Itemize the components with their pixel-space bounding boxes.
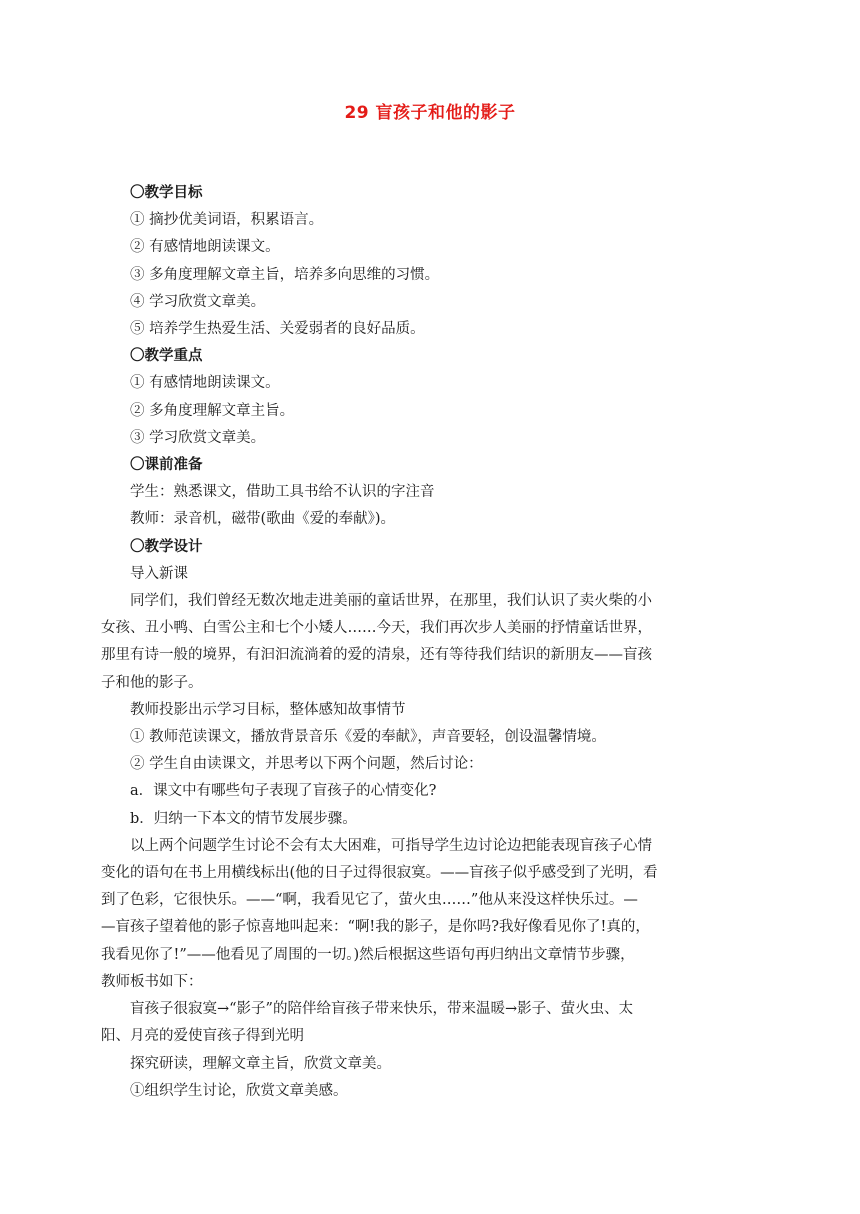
paragraph-line: 以上两个问题学生讨论不会有太大困难，可指导学生边讨论边把能表现盲孩子心情 xyxy=(130,837,652,854)
paragraph-line: 变化的语句在书上用横线标出(他的日子过得很寂寞。——盲孩子似乎感受到了光明，看 xyxy=(101,865,658,882)
goal-item: ⑤ 培养学生热爱生活、关爱弱者的良好品质。 xyxy=(130,321,425,338)
paragraph-line: 子和他的影子。 xyxy=(101,674,203,691)
step-label: 教师投影出示学习目标，整体感知故事情节 xyxy=(130,701,406,718)
explore-step: ①组织学生讨论，欣赏文章美感。 xyxy=(130,1082,348,1099)
paragraph-line: 盲孩子很寂寞→“影子”的陪伴给盲孩子带来快乐，带来温暖→影子、萤火虫、太 xyxy=(130,1001,634,1018)
focus-item: ① 有感情地朗读课文。 xyxy=(130,375,280,392)
goal-item: ④ 学习欣赏文章美。 xyxy=(130,293,266,310)
discussion-paragraph xyxy=(101,833,770,996)
focus-item: ③ 学习欣赏文章美。 xyxy=(130,429,266,446)
page-title: 29 盲孩子和他的影子 xyxy=(344,103,516,123)
focus-item: ② 多角度理解文章主旨。 xyxy=(130,402,295,419)
prep-item: 教师：录音机，磁带(歌曲《爱的奉献》)。 xyxy=(130,511,396,528)
step-item: b．归纳一下本文的情节发展步骤。 xyxy=(130,810,357,827)
paragraph-line: 那里有诗一般的境界，有汩汩流淌着的爱的清泉，还有等待我们结识的新朋友——盲孩 xyxy=(101,647,652,664)
paragraph-line: 同学们，我们曾经无数次地走进美丽的童话世界，在那里，我们认识了卖火柴的小 xyxy=(130,593,652,610)
intro-paragraph xyxy=(101,588,770,697)
step-item: ① 教师范读课文，播放背景音乐《爱的奉献》，声音要轻，创设温馨情境。 xyxy=(130,729,606,746)
paragraph-line: —盲孩子望着他的影子惊喜地叫起来：“啊!我的影子，是你吗?我好像看见你了!真的， xyxy=(101,919,650,936)
step-item: a．课文中有哪些句子表现了盲孩子的心情变化? xyxy=(130,783,437,800)
explore-label: 探究研读，理解文章主旨，欣赏文章美。 xyxy=(130,1055,391,1072)
section-heading-goals: 〇教学目标 xyxy=(130,185,203,201)
paragraph-line: 教师板书如下： xyxy=(101,973,203,990)
step-item: ② 学生自由读课文，并思考以下两个问题，然后讨论： xyxy=(130,756,483,773)
goal-item: ① 摘抄优美词语，积累语言。 xyxy=(130,212,324,229)
goal-item: ② 有感情地朗读课文。 xyxy=(130,239,280,256)
paragraph-line: 阳、月亮的爱使盲孩子得到光明 xyxy=(101,1028,304,1045)
paragraph-line: 到了色彩，它很快乐。——“啊，我看见它了，萤火虫……”他从来没这样快乐过。— xyxy=(101,892,638,909)
document-body xyxy=(101,180,770,1105)
goal-item: ③ 多角度理解文章主旨，培养多向思维的习惯。 xyxy=(130,266,440,283)
paragraph-line: 女孩、丑小鸭、白雪公主和七个小矮人……今天，我们再次步人美丽的抒情童话世界， xyxy=(101,620,652,637)
section-heading-focus: 〇教学重点 xyxy=(130,348,203,365)
section-heading-design: 〇教学设计 xyxy=(130,538,203,555)
section-heading-prep: 〇课前准备 xyxy=(130,457,203,474)
board-paragraph xyxy=(101,996,770,1050)
paragraph-line: 我看见你了!”——他看见了周围的一切。)然后根据这些语句再归纳出文章情节步骤， xyxy=(101,946,635,963)
prep-item: 学生：熟悉课文，借助工具书给不认识的字注音 xyxy=(130,484,435,501)
intro-label: 导入新课 xyxy=(130,565,188,582)
